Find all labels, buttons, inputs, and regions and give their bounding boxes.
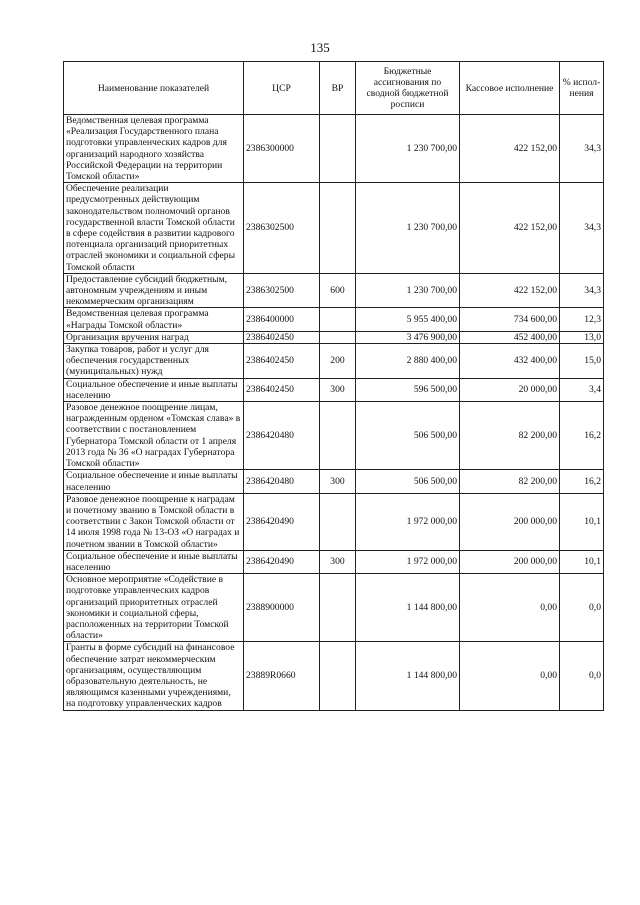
- row-percent: 0,0: [560, 574, 604, 642]
- table-row: [64, 493, 604, 550]
- header-percent: % испол-нения: [560, 62, 604, 115]
- row-csr: 2388900000: [244, 574, 320, 642]
- row-vr: [320, 331, 356, 343]
- row-percent: 13,0: [560, 331, 604, 343]
- row-cash: 422 152,00: [460, 115, 560, 183]
- row-vr: [320, 115, 356, 183]
- row-name: Организация вручения наград: [64, 331, 244, 343]
- table-row: [64, 308, 604, 331]
- row-cash: 82 200,00: [460, 402, 560, 470]
- table-row: [64, 642, 604, 710]
- row-percent: 10,1: [560, 493, 604, 550]
- row-budget: 1 972 000,00: [356, 493, 460, 550]
- row-cash: 734 600,00: [460, 308, 560, 331]
- row-cash: 200 000,00: [460, 493, 560, 550]
- row-csr: 2386302500: [244, 273, 320, 308]
- row-vr: 300: [320, 550, 356, 573]
- table-row: [64, 331, 604, 343]
- row-csr: 2386400000: [244, 308, 320, 331]
- row-csr: 2386402450: [244, 378, 320, 401]
- row-cash: 200 000,00: [460, 550, 560, 573]
- table-row: [64, 273, 604, 308]
- row-vr: [320, 493, 356, 550]
- row-vr: [320, 642, 356, 710]
- row-budget: 1 972 000,00: [356, 550, 460, 573]
- row-vr: [320, 308, 356, 331]
- row-csr: 2386402450: [244, 331, 320, 343]
- row-cash: 422 152,00: [460, 273, 560, 308]
- header-budget: Бюджетные ассигнования по сводной бюджетной росписи: [356, 62, 460, 115]
- table-row: [64, 402, 604, 470]
- row-budget: 1 230 700,00: [356, 273, 460, 308]
- row-budget: 1 144 800,00: [356, 642, 460, 710]
- row-name: Обеспечение реализации предусмотренных действующим законодательством полномочий органов государственной власти Томской области в сфере содействия в развитии кадрового потенциала организаций приоритетных отраслей экономики и социальной сферы Томской области: [64, 183, 244, 274]
- row-percent: 3,4: [560, 378, 604, 401]
- row-budget: 1 230 700,00: [356, 115, 460, 183]
- row-csr: 23889R0660: [244, 642, 320, 710]
- row-budget: 506 500,00: [356, 402, 460, 470]
- row-csr: 2386300000: [244, 115, 320, 183]
- row-budget: 2 880 400,00: [356, 344, 460, 379]
- row-vr: [320, 183, 356, 274]
- row-budget: 1 144 800,00: [356, 574, 460, 642]
- budget-table: [63, 61, 604, 711]
- row-name: Основное мероприятие «Содействие в подготовке управленческих кадров организаций приоритетных отраслей экономики и социальной сферы, расположенных на территории Томской области»: [64, 574, 244, 642]
- row-budget: 506 500,00: [356, 470, 460, 493]
- header-cash: Кассовое исполнение: [460, 62, 560, 115]
- header-name: Наименование показателей: [64, 62, 244, 115]
- row-budget: 1 230 700,00: [356, 183, 460, 274]
- row-name: Закупка товаров, работ и услуг для обеспечения государственных (муниципальных) нужд: [64, 344, 244, 379]
- row-percent: 16,2: [560, 470, 604, 493]
- row-percent: 0,0: [560, 642, 604, 710]
- row-name: Предоставление субсидий бюджетным, автономным учреждениям и иным некоммерческим организациям: [64, 273, 244, 308]
- row-csr: 2386420480: [244, 470, 320, 493]
- header-csr: ЦСР: [244, 62, 320, 115]
- table-row: [64, 550, 604, 573]
- table-row: [64, 183, 604, 274]
- row-budget: 3 476 900,00: [356, 331, 460, 343]
- row-name: Социальное обеспечение и иные выплаты населению: [64, 378, 244, 401]
- row-vr: 300: [320, 378, 356, 401]
- row-name: Ведомственная целевая программа «Награды Томской области»: [64, 308, 244, 331]
- row-name: Ведомственная целевая программа «Реализация Государственного плана подготовки управленческих кадров для организаций народного хозяйства Российской Федерации на территории Томской области»: [64, 115, 244, 183]
- row-percent: 15,0: [560, 344, 604, 379]
- table-row: [64, 574, 604, 642]
- row-cash: 422 152,00: [460, 183, 560, 274]
- row-percent: 34,3: [560, 115, 604, 183]
- row-csr: 2386302500: [244, 183, 320, 274]
- table-row: [64, 378, 604, 401]
- table-row: [64, 470, 604, 493]
- row-csr: 2386420490: [244, 550, 320, 573]
- row-percent: 10,1: [560, 550, 604, 573]
- row-percent: 16,2: [560, 402, 604, 470]
- row-budget: 596 500,00: [356, 378, 460, 401]
- row-percent: 34,3: [560, 183, 604, 274]
- row-vr: 300: [320, 470, 356, 493]
- header-row: [64, 62, 604, 115]
- row-name: Разовое денежное поощрение лицам, награжденным орденом «Томская слава» в соответствии с постановлением Губернатора Томской области от 1 апреля 2013 года № 36 «О наградах Губернатора Томской области»: [64, 402, 244, 470]
- row-name: Разовое денежное поощрение к наградам и почетному званию в Томской области в соответствии с Закон Томской области от 14 июля 1998 года № 13-ОЗ «О наградах и почетном звании в Томской области»: [64, 493, 244, 550]
- row-name: Гранты в форме субсидий на финансовое обеспечение затрат некоммерческим организациям, осуществляющим образовательную деятельность, не являющимся казенными учреждениями, на подготовку управленческих кадров: [64, 642, 244, 710]
- row-name: Социальное обеспечение и иные выплаты населению: [64, 550, 244, 573]
- table-row: [64, 344, 604, 379]
- row-cash: 432 400,00: [460, 344, 560, 379]
- row-name: Социальное обеспечение и иные выплаты населению: [64, 470, 244, 493]
- row-vr: 200: [320, 344, 356, 379]
- row-csr: 2386402450: [244, 344, 320, 379]
- row-budget: 5 955 400,00: [356, 308, 460, 331]
- row-percent: 12,3: [560, 308, 604, 331]
- row-csr: 2386420480: [244, 402, 320, 470]
- row-vr: 600: [320, 273, 356, 308]
- row-cash: 82 200,00: [460, 470, 560, 493]
- row-csr: 2386420490: [244, 493, 320, 550]
- row-percent: 34,3: [560, 273, 604, 308]
- page-number: 135: [310, 40, 330, 55]
- row-cash: 452 400,00: [460, 331, 560, 343]
- row-cash: 0,00: [460, 574, 560, 642]
- header-vr: ВР: [320, 62, 356, 115]
- row-vr: [320, 574, 356, 642]
- row-vr: [320, 402, 356, 470]
- table-row: [64, 115, 604, 183]
- row-cash: 20 000,00: [460, 378, 560, 401]
- row-cash: 0,00: [460, 642, 560, 710]
